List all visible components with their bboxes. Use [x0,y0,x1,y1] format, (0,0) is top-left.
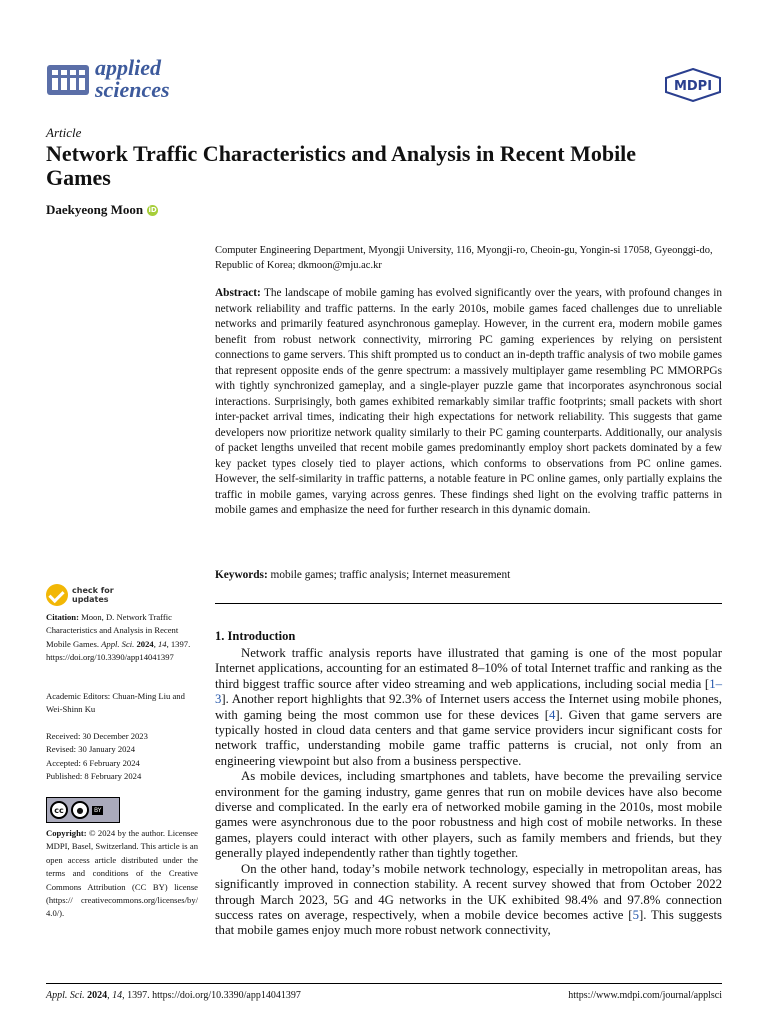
cc-by-license-icon[interactable] [46,797,120,823]
check-line2: updates [72,595,109,604]
author-line [46,202,158,218]
citation-link[interactable]: 1–3 [215,676,722,707]
footer-divider [46,983,722,984]
cc-icon: cc [50,801,68,819]
checkmark-icon [46,584,68,606]
by-label: BY [94,806,102,814]
check-line1: check for [72,586,114,595]
citation-link[interactable]: 5 [632,907,639,922]
revised-date: Revised: 30 January 2024 [46,744,136,755]
journal-logo-icon [47,61,89,97]
section-heading: 1. Introduction [215,629,296,643]
check-for-updates-button[interactable] [46,584,114,606]
footer-citation: Appl. Sci. 2024, 14, 1397. https://doi.org/10.3390/app14041397 [46,990,301,1001]
article-title: Network Traffic Characteristics and Analysis in Recent Mobile Games [46,141,637,190]
journal-name-line2: sciences [95,77,170,102]
keywords-label: Keywords: [215,569,268,581]
citation-label: Citation: [46,612,79,622]
orcid-icon[interactable]: iD [148,206,157,214]
journal-name [95,57,170,101]
copyright-label: Copyright: [46,828,87,838]
author-name: Daekyeong Moon [46,202,144,217]
mdpi-logo [664,68,722,102]
academic-editors: Academic Editors: Chuan-Ming Liu and Wei-Shinn Ku [46,691,185,715]
journal-name-line1: applied [95,55,161,80]
published-date: Published: 8 February 2024 [46,771,142,782]
introduction-body [215,646,722,939]
paragraph: Network traffic analysis reports have illustrated that gaming is one of the most popular Internet applications, accounting for an estimated 8–10% of total Internet traffic and ranking as the third biggest traffic source after video streaming and web applications, including social media [1–3]. Another report highlights that 92.3% of Internet users access the Internet using mobile phones, with gaming being the most common use for these devices [4]. Given that game servers are typically hosted in cloud data centers and that game service providers incur significant costs for network traffic, understanding mobile game traffic patterns is crucial, not only from an engineering viewpoint but also from a business perspective. [215,646,722,768]
section-divider [215,603,722,604]
keywords-text: mobile games; traffic analysis; Internet measurement [270,569,511,581]
accepted-date: Accepted: 6 February 2024 [46,757,140,768]
dates-block [46,730,198,784]
citation-block: Citation: Moon, D. Network Traffic Characteristics and Analysis in Recent Mobile Games. Appl. Sci. 2024, 14, 1397. https://doi.org/10.3390/app14041397 [46,612,191,663]
citation-link[interactable]: 4 [548,707,556,722]
publisher-name: MDPI [673,79,713,94]
copyright-text: © 2024 by the author. Licensee MDPI, Basel, Switzerland. This article is an open access article distributed under the terms and conditions of the Creative Commons Attribution (CC BY) license (https:// creativecommons.org/licenses/by/ 4.0/). [46,828,198,919]
abstract-label: Abstract: [215,287,261,299]
footer-journal-url[interactable]: https://www.mdpi.com/journal/applsci [568,990,722,1001]
copyright-block [46,827,198,921]
paragraph: On the other hand, today’s mobile network technology, especially in metropolitan areas, has significantly improved in connection stability. A recent survey showed that from October 2022 through March 2023, 5G and 4G networks in the UK exhibited 98.4% and 97.8% connection success rates on average, respectively, when a mobile device becomes active [5]. This suggests that mobile games enjoy much more robust network connectivity, [215,861,723,938]
keywords [215,569,722,581]
abstract [215,286,722,519]
attribution-icon: ● [71,801,89,819]
article-type: Article [46,125,82,140]
received-date: Received: 30 December 2023 [46,731,148,741]
paragraph: As mobile devices, including smartphones and tablets, have become the prevailing service environment for the gaming industry, game genres that run on mobile devices have also become diverse and complicated. In the early era of networked mobile gaming in the 2010s, most mobile games were asynchronous due to the poor robustness and high cost of mobile networks. In these games, players could interact with other players, such as family members and friends, but they generally played independently rather than tightly together. [215,769,722,861]
affiliation: Computer Engineering Department, Myongji University, 116, Myongji-ro, Cheoin-gu, Yongin-si 17058, Gyeonggi-do, Republic of Korea; dkmoon@mju.ac.kr [215,245,713,271]
abstract-text: The landscape of mobile gaming has evolved significantly over the years, with profound changes in network reliability and traffic patterns. In the early 2010s, mobile games faced challenges due to unreliable networks and primarily featured asynchronous gameplay. However, in the current era, modern mobile games benefit from robust network connectivity, mirroring PC gaming experiences by relying on persistent connections to game servers. This shift prompted us to conduct an in-depth traffic analysis of two mobile games that represent opposite ends of the genre spectrum: a massively multiplayer game resembling PC MMORPGs with tightly synchronized gameplay, and a single-player puzzle game that incorporates asynchronous social interactions. Surprisingly, both games exhibited remarkably similar traffic footprints; small packets with short inter-packet arrival times, indicating their high expectations for network reliability. This suggests that game developers now prioritize network quality similarly to their PC gaming counterparts. Additionally, our analysis of packet lengths unveiled that recent mobile games predominantly employ short packets dominated by a few key packet types closely tied to player actions, which conforms to observations from PC online games. However, the self-similarity in traffic patterns, a notable feature in PC online games, only partially explains the traffic in mobile games, varying across genres. These findings shed light on the evolving traffic patterns in mobile games and emphasize the need for further research in this dynamic domain. [215,287,722,516]
